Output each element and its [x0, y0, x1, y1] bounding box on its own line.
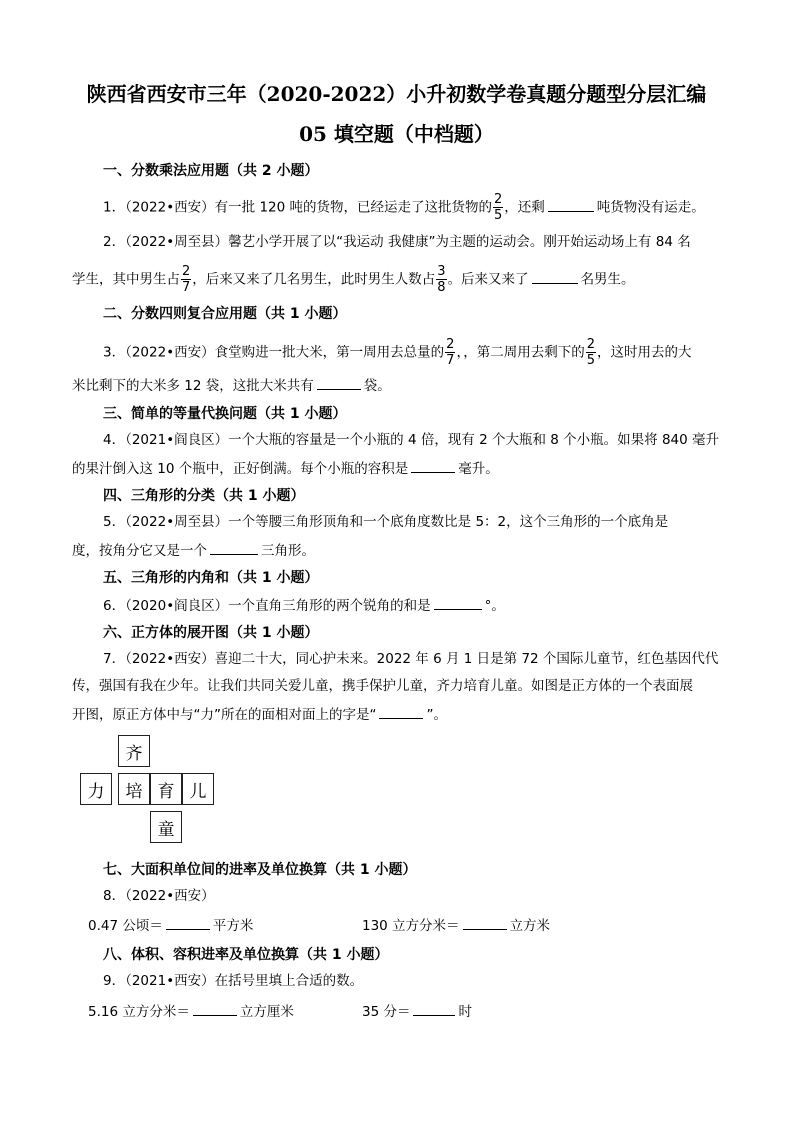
- cube-net-figure: [80, 735, 220, 845]
- question-9-part-1: [88, 1000, 294, 1022]
- q2-text-c: 。后来又来了: [447, 271, 529, 288]
- answer-blank[interactable]: [434, 594, 482, 610]
- fraction-numerator: 2: [494, 192, 503, 207]
- question-8-part-1: [88, 914, 253, 936]
- q9-text-c: 35 分＝: [362, 1004, 411, 1020]
- question-9-part-2: [362, 1000, 472, 1022]
- section-heading-5: 五、三角形的内角和（共 1 小题）: [103, 570, 319, 586]
- fraction-numerator: 2: [182, 264, 191, 279]
- q2-fraction-1: [181, 264, 191, 295]
- answer-blank[interactable]: [532, 268, 578, 284]
- question-7-line-2: 传，强国有我在少年。让我们共同关爱儿童，携手保护儿童，齐力培育儿童。如图是正方体的一个表面展: [72, 678, 693, 694]
- q3-fraction-1: [445, 337, 455, 368]
- answer-blank[interactable]: [379, 703, 423, 719]
- answer-blank[interactable]: [463, 914, 507, 930]
- q6-text-a: 6．（2020•阎良区）一个直角三角形的两个锐角的和是: [103, 598, 431, 614]
- question-5-line-1: 5．（2022•周至县）一个等腰三角形顶角和一个底角度数比是 5：2，这个三角形的一个底角是: [103, 514, 669, 530]
- fraction-denominator: 5: [586, 353, 595, 368]
- q3-fraction-2: [586, 337, 596, 368]
- question-5-line-2: [72, 539, 315, 561]
- q1-text: 1．（2022•西安）有一批 120 吨的货物，已经运走了这批货物的: [103, 199, 493, 216]
- q9-text-b: 立方厘米: [239, 1004, 294, 1020]
- question-6: [103, 594, 505, 616]
- q9-text-d: 时: [458, 1004, 472, 1020]
- answer-blank[interactable]: [210, 539, 258, 555]
- section-heading-6: 六、正方体的展开图（共 1 小题）: [103, 625, 319, 641]
- fraction-denominator: 7: [446, 353, 455, 368]
- answer-blank[interactable]: [411, 457, 455, 473]
- q5-text-b: 三角形。: [261, 543, 315, 559]
- q8-text-a: 0.47 公顷＝: [88, 918, 163, 934]
- q2-fraction-2: [436, 264, 446, 295]
- q2-text-b: ，后来又来了几名男生，此时男生人数占: [192, 271, 436, 288]
- answer-blank[interactable]: [193, 1000, 237, 1016]
- question-7-line-1: 7．（2022•西安）喜迎二十大，同心护未来。2022 年 6 月 1 日是第 72 个国际儿童节，红色基因代代: [103, 651, 719, 667]
- answer-blank[interactable]: [166, 914, 210, 930]
- q3-text-c: ，这时用去的大: [596, 344, 692, 361]
- q1-fraction: [493, 192, 503, 223]
- section-heading-8: 八、体积、容积进率及单位换算（共 1 小题）: [103, 947, 389, 963]
- question-3-line-2: [72, 374, 391, 396]
- question-3-line-1: [103, 337, 691, 368]
- question-1: [103, 192, 705, 223]
- q3-text-d: 米比剩下的大米多 12 袋，这批大米共有: [72, 378, 314, 394]
- fraction-numerator: 2: [446, 337, 455, 352]
- question-7-line-3: [72, 703, 447, 725]
- net-face-qi: 齐: [118, 735, 150, 767]
- fraction-denominator: 5: [494, 208, 503, 223]
- q3-text-e: 袋。: [363, 378, 391, 394]
- question-8-head: 8．（2022•西安）: [103, 888, 215, 904]
- q7-text-a: 开图，原正方体中与“力”所在的面相对面上的字是“: [72, 707, 377, 723]
- net-face-yu: 育: [150, 773, 182, 805]
- q4-text-b: 毫升。: [458, 461, 499, 477]
- question-2-line-1: 2．（2022•周至县）馨艺小学开展了以“我运动 我健康”为主题的运动会。刚开始运动场上有 84 名: [103, 234, 691, 250]
- answer-blank[interactable]: [413, 1000, 455, 1016]
- question-4-line-1: 4．（2021•阎良区）一个大瓶的容量是一个小瓶的 4 倍，现有 2 个大瓶和 8 个小瓶。如果将 840 毫升: [103, 432, 720, 448]
- q1-text-c: 吨货物没有运走。: [596, 199, 705, 216]
- q4-text-a: 的果汁倒入这 10 个瓶中，正好倒满。每个小瓶的容积是: [72, 461, 409, 477]
- q8-text-d: 立方米: [509, 918, 551, 934]
- section-heading-2: 二、分数四则复合应用题（共 1 小题）: [103, 306, 347, 322]
- question-9-head: 9．（2021•西安）在括号里填上合适的数。: [103, 973, 364, 989]
- net-face-li: 力: [80, 773, 112, 805]
- q6-text-b: °。: [484, 598, 505, 614]
- q5-text-a: 度，按角分它又是一个: [72, 543, 207, 559]
- question-2-line-2: [72, 264, 635, 295]
- q1-text-b: ，还剩: [504, 199, 545, 216]
- q2-text-a: 学生，其中男生占: [72, 271, 180, 288]
- q7-text-b: ”。: [426, 707, 447, 723]
- answer-blank[interactable]: [548, 196, 594, 212]
- section-heading-7: 七、大面积单位间的进率及单位换算（共 1 小题）: [103, 862, 417, 878]
- q8-text-c: 130 立方分米＝: [362, 918, 460, 934]
- fraction-numerator: 2: [586, 337, 595, 352]
- net-face-tong: 童: [150, 811, 182, 843]
- page-subtitle: 05 填空题（中档题）: [299, 122, 494, 146]
- section-heading-1: 一、分数乘法应用题（共 2 小题）: [103, 163, 319, 179]
- q3-text-b: ，，第二周用去剩下的: [456, 344, 585, 361]
- answer-blank[interactable]: [317, 374, 361, 390]
- page-title: 陕西省西安市三年（2020-2022）小升初数学卷真题分题型分层汇编: [86, 82, 707, 106]
- q9-text-a: 5.16 立方分米＝: [88, 1004, 190, 1020]
- net-face-er: 儿: [182, 773, 214, 805]
- question-4-line-2: [72, 457, 499, 479]
- fraction-numerator: 3: [437, 264, 446, 279]
- fraction-denominator: 7: [182, 280, 191, 295]
- q8-text-b: 平方米: [212, 918, 254, 934]
- section-heading-4: 四、三角形的分类（共 1 小题）: [103, 488, 305, 504]
- fraction-denominator: 8: [437, 280, 446, 295]
- net-face-pei: 培: [118, 773, 150, 805]
- question-8-part-2: [362, 914, 550, 936]
- section-heading-3: 三、简单的等量代换问题（共 1 小题）: [103, 406, 347, 422]
- q2-text-d: 名男生。: [580, 271, 635, 288]
- q3-text-a: 3．（2022•西安）食堂购进一批大米，第一周用去总量的: [103, 344, 445, 361]
